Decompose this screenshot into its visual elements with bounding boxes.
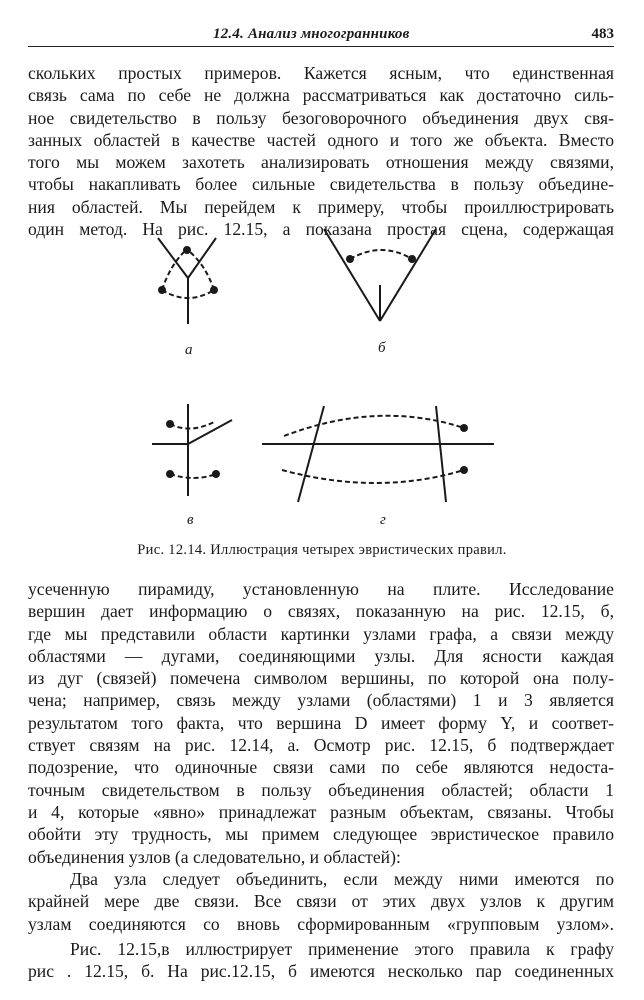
figure-label-b: б xyxy=(378,340,386,356)
figure-a-y-junction xyxy=(150,230,230,330)
figure-label-a: а xyxy=(185,342,193,358)
text-line: связь сама по себе не должна рассматриваться как достаточно силь- xyxy=(28,85,614,106)
figure-caption: Рис. 12.14. Иллюстрация четырех эвристических правил. xyxy=(137,542,507,558)
paragraph-2 xyxy=(28,578,614,868)
text-line: и 4, которые «явно» принадлежат разным объектам, связаны. Чтобы xyxy=(28,801,614,822)
text-line: рис . 12.15, б. На рис.12.15, б имеются несколько пар соединенных xyxy=(28,961,614,982)
text-line: из дуг (связей) помечена символом вершины, по которой она полу- xyxy=(28,668,614,689)
text-line: результатом того факта, что вершина D имеет форму Y, и соответ- xyxy=(28,712,614,733)
figure-v-junction xyxy=(150,400,240,500)
running-header xyxy=(28,24,614,47)
figure-b-arrow-junction xyxy=(320,225,440,325)
text-line: объединения узлов (а следовательно, и областей): xyxy=(28,846,401,867)
text-line: областями — дугами, соединяющими узлы. Для ясности каждая xyxy=(28,645,614,666)
text-line: вершин дает информацию о связях, показанную на рис. 12.15, б, xyxy=(28,601,614,622)
text-line: ствует связям на рис. 12.14, а. Осмотр рис. 12.15, б подтверждает xyxy=(28,735,614,756)
text-line: занных областей в качестве частей одного и того же объекта. Вместо xyxy=(28,129,614,150)
text-line: ное свидетельство в пользу безоговорочного объединения двух свя- xyxy=(28,107,614,128)
text-line: крайней мере две связи. Все связи от этих двух узлов к другим xyxy=(28,891,614,912)
text-line: ния областей. Мы перейдем к примеру, чтобы проиллюстрировать xyxy=(28,196,614,217)
text-line: один метод. На рис. 12.15, а показана простая сцена, содержащая xyxy=(28,219,614,240)
text-line: подозрение, что одиночные связи сами по себе являются недоста- xyxy=(28,757,614,778)
figure-g-junction-pair xyxy=(258,398,498,508)
text-line: усеченную пирамиду, установленную на плите. Исследование xyxy=(28,579,614,599)
paragraph-4 xyxy=(28,938,614,983)
paragraph-3-rule xyxy=(28,868,614,935)
figure-label-g: г xyxy=(380,512,386,528)
text-line: точным свидетельством в пользу объединения областей; области 1 xyxy=(28,779,614,800)
text-line: того мы можем захотеть анализировать отношения между связями, xyxy=(28,152,614,173)
text-line: узлам соединяются со вновь сформированным «групповым узлом». xyxy=(28,913,614,934)
text-line: где мы представили области картинки узлами графа, а связи между xyxy=(28,623,614,644)
text-line: Рис. 12.15,в иллюстрирует применение этого правила к графу xyxy=(70,939,614,959)
text-line: чтобы накапливать более сильные свидетельства в пользу объедине- xyxy=(28,174,614,195)
figure-label-v: в xyxy=(187,512,194,528)
text-line: чена; например, связь между узлами (областями) 1 и 3 является xyxy=(28,690,614,711)
text-line: Два узла следует объединить, если между ними имеются по xyxy=(70,869,614,889)
running-title: 12.4. Анализ многогранников xyxy=(213,26,410,42)
paragraph-1 xyxy=(28,62,614,240)
text-line: обойти эту трудность, мы примем следующее эвристическое правило xyxy=(28,824,614,845)
page-number: 483 xyxy=(591,26,614,42)
text-line: скольких простых примеров. Кажется ясным, что единственная xyxy=(28,63,614,83)
